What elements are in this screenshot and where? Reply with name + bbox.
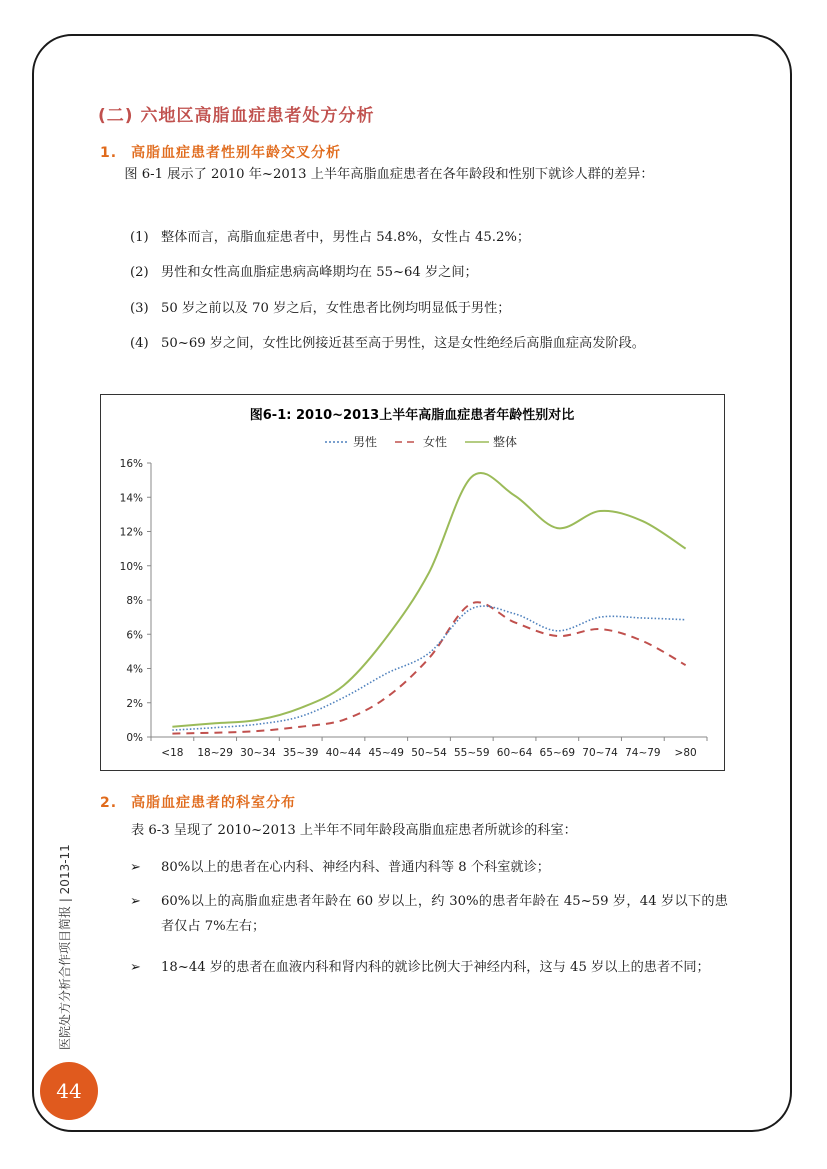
intro-paragraph-1: 图 6-1 展示了 2010 年~2013 上半年高脂血症患者在各年龄段和性别下就诊人群的差异：: [124, 167, 654, 182]
x-tick-label: <18: [161, 747, 184, 759]
subsection-heading-1: [100, 142, 341, 162]
list-item-text: 60%以上的高脂血症患者年龄在 60 岁以上，约 30%的患者年龄在 45~59 岁，44 岁以下的患者仅占 7%左右；: [161, 894, 728, 934]
y-tick-label: 2%: [126, 697, 143, 710]
list-item-text: 男性和女性高血脂症患病高峰期均在 55~64 岁之间；: [161, 265, 478, 280]
x-tick-label: 50~54: [411, 747, 447, 759]
list-item-label: (3): [130, 301, 149, 316]
figure-6-1: [100, 394, 725, 771]
line-chart: [101, 395, 724, 770]
y-tick-label: 12%: [119, 526, 143, 539]
y-tick-label: 4%: [126, 663, 143, 676]
x-tick-label: 65~69: [539, 747, 576, 759]
x-tick-label: 70~74: [582, 747, 618, 759]
list-item-text: 50~69 岁之间，女性比例接近甚至高于男性，这是女性绝经后高脂血症高发阶段。: [161, 336, 645, 351]
subsection-number: 2.: [100, 795, 118, 811]
list-item-text: 18~44 岁的患者在血液内科和肾内科的就诊比例大于神经内科，这与 45 岁以上的患者不同；: [161, 960, 710, 975]
list-item: [130, 331, 728, 356]
x-tick-label: 35~39: [282, 747, 319, 759]
bullet-arrow-icon: ➢: [130, 894, 142, 909]
list-item: [130, 296, 728, 321]
list-item-label: (4): [130, 336, 149, 351]
legend-label: 女性: [423, 435, 448, 449]
y-tick-label: 10%: [119, 560, 143, 573]
y-tick-label: 0%: [126, 732, 143, 744]
subsection-title: 高脂血症患者性别年龄交叉分析: [131, 145, 342, 161]
list-item-text: 50 岁之前以及 70 岁之后，女性患者比例均明显低于男性；: [161, 301, 511, 316]
side-footer-label: 医院处方分析合作项目简报 | 2013-11: [58, 844, 72, 1050]
list-item: [130, 889, 728, 939]
x-tick-label: 40~44: [325, 747, 362, 759]
series-line-0: [172, 606, 685, 730]
list-item: [130, 260, 728, 285]
series-line-1: [172, 602, 685, 733]
page-number: 44: [40, 1062, 98, 1120]
y-tick-label: 14%: [119, 492, 143, 505]
x-tick-label: 55~59: [454, 747, 490, 759]
x-tick-label: 30~34: [240, 747, 276, 759]
x-tick-label: 45~49: [368, 747, 404, 759]
list-item: [130, 855, 728, 880]
list-item-label: (1): [130, 230, 149, 245]
list-item-text: 80%以上的患者在心内科、神经内科、普通内科等 8 个科室就诊；: [161, 860, 550, 875]
bullet-arrow-icon: ➢: [130, 860, 142, 875]
list-item-label: (2): [130, 265, 149, 280]
series-line-2: [172, 473, 685, 727]
legend-label: 男性: [353, 435, 378, 449]
legend-label: 整体: [493, 435, 518, 449]
x-tick-label: 74~79: [625, 747, 661, 759]
section-title: (二) 六地区高脂血症患者处方分析: [98, 106, 375, 126]
list-item: [130, 955, 728, 980]
bullet-arrow-icon: ➢: [130, 960, 142, 975]
y-tick-label: 16%: [119, 458, 143, 470]
subsection-title: 高脂血症患者的科室分布: [131, 795, 297, 811]
x-tick-label: >80: [674, 747, 697, 759]
list-item-text: 整体而言，高脂血症患者中，男性占 54.8%，女性占 45.2%；: [161, 230, 531, 245]
intro-paragraph-2: 表 6-3 呈现了 2010~2013 上半年不同年龄段高脂血症患者所就诊的科室：: [131, 823, 577, 838]
x-tick-label: 18~29: [197, 747, 233, 759]
chart-title: 图6-1: 2010~2013上半年高脂血症患者年龄性别对比: [249, 408, 575, 423]
list-item: [130, 225, 728, 250]
subsection-heading-2: [100, 792, 296, 812]
y-tick-label: 6%: [126, 629, 143, 642]
subsection-number: 1.: [100, 145, 118, 161]
y-tick-label: 8%: [126, 595, 143, 607]
side-footer: [55, 800, 75, 1050]
x-tick-label: 60~64: [496, 747, 533, 759]
